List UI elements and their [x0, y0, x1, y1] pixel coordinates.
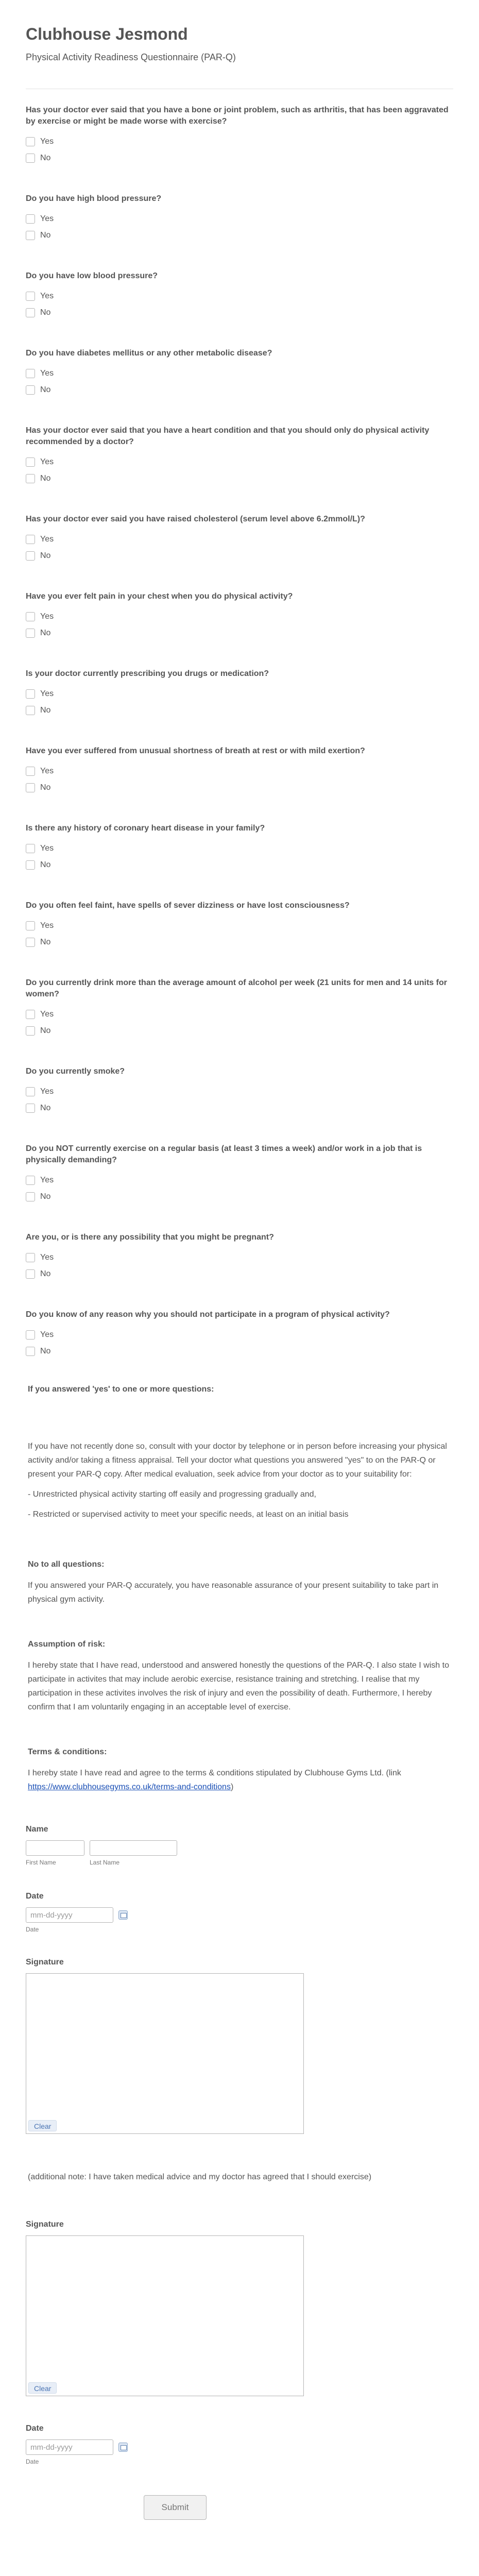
calendar-icon[interactable] [118, 1910, 128, 1920]
option-label-no: No [40, 860, 51, 869]
checkbox-yes[interactable] [26, 921, 35, 930]
option-no[interactable] [26, 1343, 453, 1360]
question-label: Do you currently smoke? [26, 1067, 125, 1076]
date-field-1 [26, 1892, 453, 1933]
option-label-no: No [40, 551, 51, 560]
yes-info-heading: If you answered 'yes' to one or more questions: [28, 1385, 214, 1394]
option-label-yes: Yes [40, 369, 54, 378]
option-no[interactable] [26, 304, 453, 321]
option-no[interactable] [26, 934, 453, 951]
last-name-input[interactable] [90, 1840, 177, 1856]
option-label-no: No [40, 938, 51, 946]
option-label-no: No [40, 629, 51, 637]
option-yes[interactable] [26, 1083, 453, 1100]
option-yes[interactable] [26, 1172, 453, 1189]
checkbox-yes[interactable] [26, 1330, 35, 1340]
date-input-2[interactable]: mm-dd-yyyy [26, 2439, 113, 2455]
checkbox-no[interactable] [26, 385, 35, 395]
question-label: Is there any history of coronary heart disease in your family? [26, 824, 265, 833]
checkbox-yes[interactable] [26, 292, 35, 301]
question-label: Have you ever suffered from unusual shortness of breath at rest or with mild exertion? [26, 747, 365, 755]
checkbox-yes[interactable] [26, 844, 35, 853]
question-label: Has your doctor ever said that you have a bone or joint problem, such as arthritis, that has been aggravated by exercise or might be made worse with exercise? [26, 106, 449, 126]
option-label-yes: Yes [40, 1253, 54, 1262]
date-label-2: Date [26, 2424, 44, 2433]
checkbox-no[interactable] [26, 1269, 35, 1279]
terms-section [28, 1745, 453, 1794]
option-yes[interactable] [26, 686, 453, 702]
name-inputs [26, 1840, 453, 1866]
checkbox-yes[interactable] [26, 1010, 35, 1019]
question-block [26, 425, 453, 487]
additional-note: (additional note: I have taken medical advice and my doctor has agreed that I should exercise) [28, 2173, 372, 2181]
option-no[interactable] [26, 382, 453, 398]
option-label-yes: Yes [40, 1010, 54, 1019]
option-no[interactable] [26, 1100, 453, 1116]
checkbox-no[interactable] [26, 474, 35, 483]
checkbox-yes[interactable] [26, 1087, 35, 1096]
yes-info-section [28, 1382, 453, 1521]
checkbox-yes[interactable] [26, 612, 35, 621]
question-label: Do you have low blood pressure? [26, 272, 158, 280]
question-block [26, 514, 453, 564]
question-label: Do you have diabetes mellitus or any other metabolic disease? [26, 349, 272, 358]
clear-signature-button-1[interactable]: Clear [28, 2120, 57, 2131]
question-label: Is your doctor currently prescribing you drugs or medication? [26, 669, 269, 678]
checkbox-no[interactable] [26, 231, 35, 240]
question-block [26, 591, 453, 641]
question-label: Has your doctor ever said you have raised cholesterol (serum level above 6.2mmol/L)? [26, 515, 365, 523]
question-label: Are you, or is there any possibility that you might be pregnant? [26, 1233, 274, 1242]
option-label-no: No [40, 1269, 51, 1278]
option-no[interactable] [26, 1023, 453, 1039]
option-yes[interactable] [26, 211, 453, 227]
option-yes[interactable] [26, 918, 453, 934]
option-no[interactable] [26, 702, 453, 719]
question-block [26, 977, 453, 1039]
option-label-no: No [40, 1347, 51, 1355]
checkbox-yes[interactable] [26, 689, 35, 699]
option-label-no: No [40, 1026, 51, 1035]
question-block [26, 1066, 453, 1116]
terms-heading: Terms & conditions: [28, 1748, 107, 1756]
form-header [26, 25, 453, 89]
no-info-paragraph: If you answered your PAR-Q accurately, you have reasonable assurance of your present suitability to take part in physical gym activity. [28, 1581, 439, 1604]
name-field [26, 1825, 453, 1866]
checkbox-no[interactable] [26, 1347, 35, 1356]
signature-field-2 [26, 2220, 453, 2396]
yes-info-bullet-2: - Restricted or supervised activity to meet your specific needs, at least on an initial basis [28, 1510, 349, 1519]
checkbox-no[interactable] [26, 860, 35, 870]
signature-pad-2[interactable] [26, 2235, 304, 2396]
question-block [26, 348, 453, 398]
date-input-1[interactable]: mm-dd-yyyy [26, 1907, 113, 1923]
last-name-sublabel: Last Name [90, 1859, 120, 1866]
first-name-group [26, 1840, 84, 1866]
option-label-yes: Yes [40, 844, 54, 853]
question-label: Have you ever felt pain in your chest when you do physical activity? [26, 592, 293, 601]
calendar-icon[interactable] [118, 2443, 128, 2452]
terms-link[interactable]: https://www.clubhousegyms.co.uk/terms-and-conditions [28, 1783, 231, 1791]
question-label: Has your doctor ever said that you have a heart condition and that you should only do physical activity recommended by a doctor? [26, 426, 430, 446]
question-block [26, 900, 453, 951]
option-label-yes: Yes [40, 214, 54, 223]
no-info-heading: No to all questions: [28, 1560, 105, 1569]
option-label-no: No [40, 385, 51, 394]
option-label-yes: Yes [40, 612, 54, 621]
option-label-yes: Yes [40, 137, 54, 146]
yes-info-bullet-1: - Unrestricted physical activity starting off easily and progressing gradually and, [28, 1490, 316, 1499]
option-no[interactable] [26, 548, 453, 564]
option-no[interactable] [26, 150, 453, 166]
option-no[interactable] [26, 227, 453, 244]
terms-paragraph [28, 1766, 453, 1794]
terms-text: I hereby state I have read and agree to the terms & conditions stipulated by Clubhouse Gyms Ltd. (link [28, 1769, 401, 1777]
option-yes[interactable] [26, 1327, 453, 1343]
option-label-yes: Yes [40, 1087, 54, 1096]
option-yes[interactable] [26, 1249, 453, 1266]
checkbox-no[interactable] [26, 551, 35, 561]
option-label-yes: Yes [40, 292, 54, 300]
option-label-no: No [40, 308, 51, 317]
option-label-no: No [40, 1104, 51, 1112]
submit-button[interactable]: Submit [144, 2495, 207, 2520]
option-label-yes: Yes [40, 1330, 54, 1339]
form-title: Clubhouse Jesmond [26, 25, 188, 43]
option-label-yes: Yes [40, 535, 54, 544]
checkbox-no[interactable] [26, 1104, 35, 1113]
question-block [26, 193, 453, 244]
question-label: Do you know of any reason why you should not participate in a program of physical activity? [26, 1310, 390, 1319]
option-no[interactable] [26, 470, 453, 487]
option-no[interactable] [26, 625, 453, 641]
option-label-yes: Yes [40, 457, 54, 466]
option-yes[interactable] [26, 531, 453, 548]
option-yes[interactable] [26, 365, 453, 382]
signature-pad-1[interactable] [26, 1973, 304, 2134]
option-yes[interactable] [26, 454, 453, 470]
date-sublabel-2: Date [26, 2458, 39, 2465]
signature-field-1 [26, 1958, 453, 2134]
option-yes[interactable] [26, 288, 453, 304]
question-block [26, 745, 453, 796]
question-block [26, 1309, 453, 1360]
questions-list [26, 105, 453, 1360]
signature-label-2: Signature [26, 2220, 64, 2229]
checkbox-no[interactable] [26, 783, 35, 792]
first-name-sublabel: First Name [26, 1859, 56, 1866]
checkbox-yes[interactable] [26, 1176, 35, 1185]
checkbox-no[interactable] [26, 154, 35, 163]
question-label: Do you currently drink more than the average amount of alcohol per week (21 units for men and 14 units for women? [26, 978, 447, 998]
option-label-no: No [40, 474, 51, 483]
checkbox-no[interactable] [26, 706, 35, 715]
option-label-no: No [40, 706, 51, 715]
option-label-yes: Yes [40, 689, 54, 698]
clear-signature-button-2[interactable]: Clear [28, 2382, 57, 2394]
option-yes[interactable] [26, 608, 453, 625]
option-no[interactable] [26, 857, 453, 873]
checkbox-no[interactable] [26, 1026, 35, 1036]
checkbox-yes[interactable] [26, 457, 35, 467]
checkbox-yes[interactable] [26, 1253, 35, 1262]
question-block [26, 823, 453, 873]
checkbox-no[interactable] [26, 1192, 35, 1201]
checkbox-no[interactable] [26, 308, 35, 317]
question-block [26, 270, 453, 321]
checkbox-no[interactable] [26, 938, 35, 947]
question-label: Do you have high blood pressure? [26, 194, 162, 203]
option-label-yes: Yes [40, 921, 54, 930]
signature-label-1: Signature [26, 1958, 64, 1967]
last-name-group [90, 1840, 177, 1866]
option-label-yes: Yes [40, 767, 54, 775]
option-yes[interactable] [26, 763, 453, 779]
form-subtitle: Physical Activity Readiness Questionnaire (PAR-Q) [26, 52, 236, 62]
question-block [26, 1232, 453, 1282]
option-yes[interactable] [26, 840, 453, 857]
option-no[interactable] [26, 1189, 453, 1205]
option-label-no: No [40, 231, 51, 240]
option-label-yes: Yes [40, 1176, 54, 1184]
yes-info-paragraph: If you have not recently done so, consult with your doctor by telephone or in person before increasing your physical activity and/or taking a fitness appraisal. Tell your doctor what questions you answered "yes" to on the PAR-Q or present your PAR-Q copy. After medical evaluation, seek advice from your doctor as to your suitability for: [28, 1442, 447, 1479]
risk-section [28, 1637, 453, 1714]
first-name-input[interactable] [26, 1840, 84, 1856]
risk-heading: Assumption of risk: [28, 1640, 106, 1649]
checkbox-yes[interactable] [26, 137, 35, 146]
checkbox-yes[interactable] [26, 535, 35, 544]
submit-area [26, 2495, 324, 2520]
date-row-1 [26, 1907, 453, 1923]
option-no[interactable] [26, 779, 453, 796]
question-block [26, 105, 453, 166]
checkbox-no[interactable] [26, 629, 35, 638]
terms-text-end: ) [230, 1783, 234, 1791]
option-label-no: No [40, 1192, 51, 1201]
date-label-1: Date [26, 1892, 44, 1901]
question-block [26, 668, 453, 719]
option-yes[interactable] [26, 133, 453, 150]
checkbox-yes[interactable] [26, 369, 35, 378]
checkbox-yes[interactable] [26, 214, 35, 224]
option-yes[interactable] [26, 1006, 453, 1023]
option-label-no: No [40, 783, 51, 792]
date-sublabel-1: Date [26, 1926, 39, 1933]
question-block [26, 1143, 453, 1205]
option-no[interactable] [26, 1266, 453, 1282]
name-label: Name [26, 1825, 48, 1834]
question-label: Do you often feel faint, have spells of sever dizziness or have lost consciousness? [26, 901, 350, 910]
date-row-2 [26, 2439, 453, 2455]
option-label-no: No [40, 154, 51, 162]
no-info-section [28, 1557, 453, 1606]
checkbox-yes[interactable] [26, 767, 35, 776]
risk-paragraph: I hereby state that I have read, understood and answered honestly the questions of the PAR-Q. I also state I wish to participate in activites that may include aerobic exercise, resistance training and stretching. I realise that my participation in these activites involves the risk of injury and even the possibility of death. Furthermore, I hereby confirm that I am voluntarily engaging in an acceptable level of exercise. [28, 1661, 449, 1711]
question-label: Do you NOT currently exercise on a regular basis (at least 3 times a week) and/or work in a job that is physically demanding? [26, 1144, 422, 1164]
date-field-2 [26, 2424, 453, 2465]
